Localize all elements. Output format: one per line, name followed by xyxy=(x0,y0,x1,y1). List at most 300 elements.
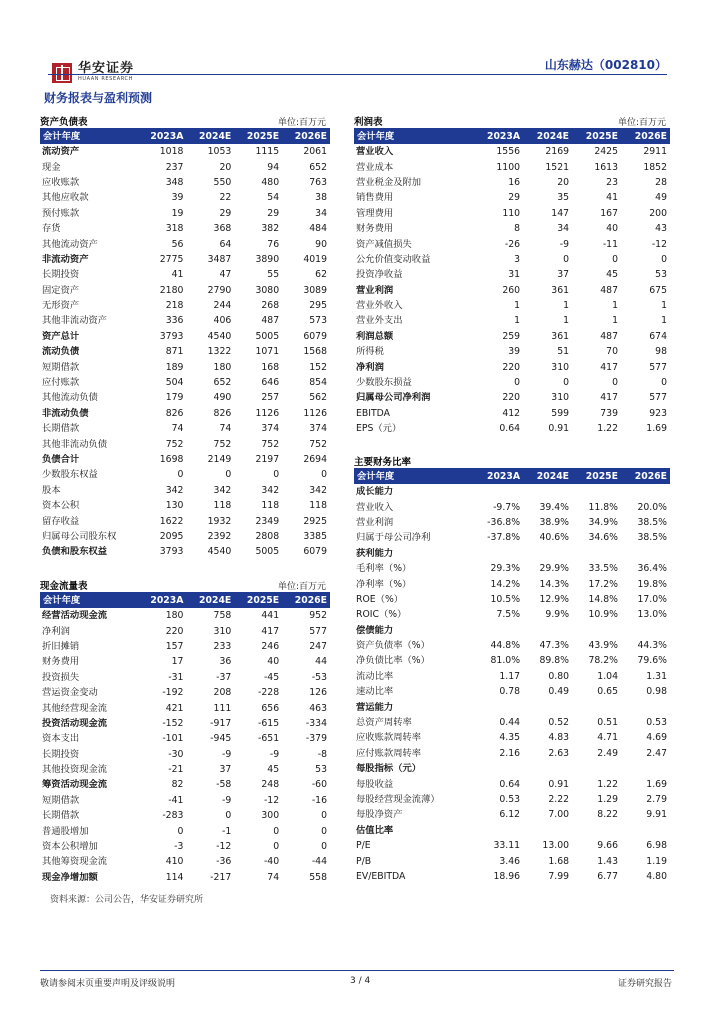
row-label: 每股净资产 xyxy=(356,809,403,821)
cell-value: 0.91 xyxy=(548,778,570,790)
cell-value: -41 xyxy=(168,794,184,806)
row-label: 资本公积 xyxy=(42,500,80,512)
row-label: 留存收益 xyxy=(42,515,80,527)
row-label: 营业外支出 xyxy=(356,315,403,327)
row-label: 财务费用 xyxy=(356,223,394,235)
cell-value: 421 xyxy=(165,702,184,714)
cell-value: 487 xyxy=(600,330,618,342)
table-row xyxy=(354,375,670,390)
cell-value: 752 xyxy=(213,438,232,450)
cell-value: 382 xyxy=(261,223,280,235)
cell-value: 4.69 xyxy=(646,732,667,744)
row-label: 成长能力 xyxy=(356,486,394,498)
cell-value: 82 xyxy=(171,779,184,791)
cell-value: 1.69 xyxy=(646,778,667,790)
cell-value: 43.9% xyxy=(588,640,618,652)
cell-value: 47 xyxy=(219,269,232,281)
table-row xyxy=(40,344,330,359)
table-row xyxy=(354,730,670,745)
balance-sheet-title: 资产负债表 xyxy=(40,117,88,128)
cash-flow-section xyxy=(40,578,330,885)
cell-value: 923 xyxy=(649,407,667,419)
cell-value: -9 xyxy=(222,748,232,760)
cell-value: 130 xyxy=(165,500,184,512)
income-statement-title: 利润表 xyxy=(354,117,383,128)
row-label: 普通股增加 xyxy=(42,825,89,837)
table-row xyxy=(40,375,330,390)
cell-value: 89.8% xyxy=(539,655,570,667)
cell-value: 318 xyxy=(165,223,184,235)
cell-value: 1 xyxy=(612,315,618,327)
cell-value: 19 xyxy=(171,207,184,219)
cell-value: 55 xyxy=(267,269,280,281)
cell-value: -53 xyxy=(311,671,327,683)
section-row xyxy=(354,823,670,838)
cell-value: 1 xyxy=(514,315,521,327)
cell-value: 0 xyxy=(612,377,618,389)
cell-value: 5005 xyxy=(255,546,280,558)
cell-value: 4.83 xyxy=(548,732,570,744)
cell-value: 646 xyxy=(261,377,280,389)
cell-value: 157 xyxy=(165,640,184,652)
cell-value: 826 xyxy=(213,407,232,419)
cell-value xyxy=(572,623,621,638)
cell-value: 62 xyxy=(315,269,327,281)
cell-value xyxy=(572,699,621,714)
cell-value: 64 xyxy=(219,238,232,250)
cell-value: 126 xyxy=(309,687,327,699)
cell-value: 180 xyxy=(213,361,232,373)
cell-value: 342 xyxy=(165,484,184,496)
table-row xyxy=(354,838,670,853)
row-label: P/B xyxy=(356,855,372,867)
cell-value: 13.00 xyxy=(542,840,570,852)
row-label: 营业收入 xyxy=(356,146,394,158)
table-row xyxy=(40,762,330,777)
cell-value: -9 xyxy=(559,238,570,250)
cell-value: 14.8% xyxy=(588,593,618,605)
row-label: 少数股东损益 xyxy=(356,377,412,389)
cell-value: 374 xyxy=(309,423,327,435)
row-label: 估值比率 xyxy=(356,824,394,836)
row-label: 非流动资产 xyxy=(42,253,89,265)
row-label: 应付账款 xyxy=(42,377,80,389)
cell-value: 51 xyxy=(557,346,570,358)
cell-value: 260 xyxy=(502,284,521,296)
cell-value: 6079 xyxy=(303,330,327,342)
row-label: 公允价值变动收益 xyxy=(356,253,431,265)
cell-value: 220 xyxy=(502,392,521,404)
row-label: 营运能力 xyxy=(356,701,394,713)
year-header: 2024E xyxy=(186,129,234,144)
cell-value: 74 xyxy=(171,423,184,435)
row-label: 负债和股东权益 xyxy=(42,546,108,558)
table-row xyxy=(40,639,330,654)
row-label: 长期投资 xyxy=(42,748,80,760)
cell-value: 29.3% xyxy=(490,563,521,575)
table-row xyxy=(40,452,330,467)
cell-value: 0.80 xyxy=(548,670,570,682)
row-label: 其他流动资产 xyxy=(42,238,98,250)
row-label: P/E xyxy=(356,840,371,852)
cell-value: -37.8% xyxy=(487,532,521,544)
row-label: 每股经营现金流薄） xyxy=(356,794,440,805)
cell-value: 550 xyxy=(213,176,232,188)
cell-value: 9.91 xyxy=(646,809,667,821)
cell-value: 11.8% xyxy=(588,501,618,513)
table-row xyxy=(40,329,330,344)
year-header: 2025E xyxy=(572,469,621,484)
table-row xyxy=(354,792,670,807)
cell-value: 758 xyxy=(213,610,232,622)
table-row xyxy=(40,206,330,221)
table-row xyxy=(354,638,670,653)
row-label: 现金 xyxy=(42,161,61,173)
table-row xyxy=(354,190,670,205)
cell-value: 0 xyxy=(177,469,184,481)
row-label: 长期投资 xyxy=(42,269,80,281)
cell-value: 45 xyxy=(267,764,280,776)
cell-value: 0 xyxy=(273,469,280,481)
table-row xyxy=(40,716,330,731)
cell-value: 1.04 xyxy=(597,670,618,682)
cell-value xyxy=(621,823,670,838)
cell-value: 79.6% xyxy=(637,655,667,667)
cell-value: -101 xyxy=(162,733,184,745)
cell-value: 268 xyxy=(261,300,280,312)
cell-value: 752 xyxy=(261,438,280,450)
row-label: 负债合计 xyxy=(42,454,80,465)
cell-value: 45 xyxy=(606,269,618,281)
cell-value: 0.51 xyxy=(597,717,618,729)
year-header: 2023A xyxy=(474,469,523,484)
cell-value: 247 xyxy=(309,640,327,652)
cell-value: 752 xyxy=(309,438,327,450)
cell-value: 417 xyxy=(600,361,618,373)
table-row xyxy=(354,776,670,791)
cell-value: 342 xyxy=(309,484,327,496)
cell-value: 739 xyxy=(600,407,618,419)
cell-value: 38.5% xyxy=(637,532,667,544)
row-label: 固定资产 xyxy=(42,284,80,296)
cell-value: 81.0% xyxy=(490,655,521,667)
cell-value: 0 xyxy=(321,825,327,837)
cell-value: 47.3% xyxy=(539,640,570,652)
year-header: 2024E xyxy=(186,593,234,608)
table-row xyxy=(354,344,670,359)
cell-value: 0 xyxy=(563,377,570,389)
cell-value: 29 xyxy=(508,192,521,204)
cell-value: -40 xyxy=(263,856,280,868)
row-label: 长期借款 xyxy=(42,810,80,822)
cell-value: 2392 xyxy=(207,530,232,542)
year-header: 2024E xyxy=(523,129,572,144)
cell-value: 74 xyxy=(267,871,280,883)
table-row xyxy=(40,854,330,869)
cell-value: -30 xyxy=(168,748,184,760)
table-row xyxy=(354,329,670,344)
cell-value: 361 xyxy=(551,330,570,342)
cell-value: 1.19 xyxy=(646,855,667,867)
table-row xyxy=(40,513,330,528)
year-header: 2023A xyxy=(474,129,523,144)
cell-value: 1698 xyxy=(159,454,184,465)
cell-value: 1 xyxy=(661,315,667,327)
cell-value: 336 xyxy=(165,315,184,327)
table-row xyxy=(354,252,670,267)
cell-value: 12.9% xyxy=(539,593,570,605)
cell-value: 0 xyxy=(177,825,184,837)
cell-value: -36.8% xyxy=(487,516,521,528)
year-header: 2025E xyxy=(572,129,621,144)
cell-value: 54 xyxy=(267,192,280,204)
year-header: 2026E xyxy=(621,129,670,144)
cell-value: 0.52 xyxy=(548,717,570,729)
cell-value: 656 xyxy=(261,702,280,714)
cell-value: -31 xyxy=(168,671,184,683)
cell-value: 189 xyxy=(165,361,184,373)
cell-value: 208 xyxy=(213,687,232,699)
cell-value: 5005 xyxy=(255,330,280,342)
cell-value: 0.64 xyxy=(499,778,521,790)
table-row xyxy=(354,175,670,190)
cell-value: 487 xyxy=(600,284,618,296)
cell-value: 1.22 xyxy=(597,423,618,435)
cell-value: 1932 xyxy=(207,515,232,527)
table-row xyxy=(354,359,670,374)
cell-value: 504 xyxy=(165,377,184,389)
year-header: 2023A xyxy=(139,593,187,608)
cell-value: 34.9% xyxy=(588,516,618,528)
cell-value: -11 xyxy=(602,238,618,250)
cell-value: 2197 xyxy=(255,454,280,465)
cell-value: 37 xyxy=(557,269,570,281)
cell-value: 0 xyxy=(563,253,570,265)
row-label: 每股收益 xyxy=(356,778,394,790)
cell-value: 2425 xyxy=(594,146,618,158)
table-row xyxy=(40,467,330,482)
row-label: 无形资产 xyxy=(42,300,80,312)
row-label: 其他应收款 xyxy=(42,192,89,204)
cell-value: 295 xyxy=(309,300,327,312)
table-header-row xyxy=(40,593,330,608)
row-label: EBITDA xyxy=(356,407,391,419)
row-label: 利润总额 xyxy=(356,330,394,342)
cell-value: 562 xyxy=(309,392,327,404)
cell-value: 40.6% xyxy=(539,532,570,544)
cell-value: 577 xyxy=(649,361,667,373)
table-row xyxy=(40,808,330,823)
cell-value xyxy=(523,484,572,499)
table-row xyxy=(354,159,670,174)
cell-value: 2775 xyxy=(159,253,184,265)
cell-value: 29 xyxy=(219,207,232,219)
row-label: 短期借款 xyxy=(42,794,80,806)
table-row xyxy=(354,592,670,607)
cell-value: 152 xyxy=(309,361,327,373)
row-label: 少数股东权益 xyxy=(42,469,98,481)
cell-value: 763 xyxy=(309,176,327,188)
cell-value: 3.46 xyxy=(499,855,521,867)
cell-value: 2.63 xyxy=(548,747,570,759)
table-row xyxy=(40,685,330,700)
cell-value: 410 xyxy=(165,856,184,868)
cell-value: 0.64 xyxy=(499,423,521,435)
cell-value: 652 xyxy=(309,161,327,173)
row-label: 非流动负债 xyxy=(42,407,89,419)
table-header-row xyxy=(354,469,670,484)
row-label: 流动资产 xyxy=(42,146,80,158)
cell-value: -9.7% xyxy=(493,501,521,513)
cell-value: 33.11 xyxy=(493,840,521,852)
section-row xyxy=(354,699,670,714)
table-row xyxy=(40,700,330,715)
cell-value: 17.2% xyxy=(588,578,618,590)
cell-value: 3487 xyxy=(207,253,232,265)
cell-value: 1100 xyxy=(496,161,521,173)
cell-value: 1568 xyxy=(303,346,327,358)
table-row xyxy=(40,159,330,174)
cell-value: 38 xyxy=(315,192,327,204)
cell-value: 1 xyxy=(563,315,570,327)
cell-value xyxy=(523,699,572,714)
cell-value: 1 xyxy=(661,300,667,312)
cell-value: 0.91 xyxy=(548,423,570,435)
cell-value: 0.53 xyxy=(646,717,667,729)
cell-value: 1126 xyxy=(303,407,327,419)
row-label: 总资产周转率 xyxy=(356,717,412,729)
balance-sheet-unit: 单位:百万元 xyxy=(277,118,326,128)
row-label: 应收账款周转率 xyxy=(356,732,422,744)
table-row xyxy=(40,623,330,638)
cell-value: 6.77 xyxy=(597,870,618,882)
row-label: 速动比率 xyxy=(356,686,394,698)
cell-value: 78.2% xyxy=(588,655,618,667)
row-label: 其他经营现金流 xyxy=(42,702,108,714)
cell-value: 53 xyxy=(655,269,667,281)
cell-value: 480 xyxy=(261,176,280,188)
table-row xyxy=(40,747,330,762)
cell-value: 248 xyxy=(261,779,280,791)
cell-value: 35 xyxy=(557,192,570,204)
table-row xyxy=(40,654,330,669)
table-row xyxy=(40,608,330,623)
huaan-logo-icon xyxy=(52,63,72,83)
cell-value: 368 xyxy=(213,223,232,235)
cell-value: 19.8% xyxy=(637,578,667,590)
year-header: 2025E xyxy=(234,129,282,144)
cell-value: 412 xyxy=(502,407,521,419)
cell-value: 259 xyxy=(502,330,521,342)
cell-value: 22 xyxy=(219,192,232,204)
balance-sheet-section xyxy=(40,114,330,560)
cell-value: 952 xyxy=(309,610,327,622)
header-label: 会计年度 xyxy=(354,469,474,484)
table-row xyxy=(40,483,330,498)
row-label: 获利能力 xyxy=(356,547,394,559)
table-row xyxy=(40,870,330,885)
cell-value xyxy=(474,823,523,838)
table-row xyxy=(354,421,670,436)
income-statement-section xyxy=(354,114,670,436)
cell-value: 4540 xyxy=(207,330,232,342)
table-row xyxy=(354,715,670,730)
cell-value xyxy=(621,623,670,638)
cell-value: 0.53 xyxy=(499,794,521,805)
table-row xyxy=(40,436,330,451)
table-row xyxy=(354,406,670,421)
cell-value: 1018 xyxy=(159,146,184,158)
cell-value: 652 xyxy=(213,377,232,389)
cell-value: 37 xyxy=(219,764,232,776)
row-label: 流动负债 xyxy=(42,346,80,358)
cell-value: 348 xyxy=(165,176,184,188)
cell-value: 13.0% xyxy=(637,609,667,621)
income-statement-unit: 单位:百万元 xyxy=(617,118,666,128)
row-label: ROIC（%） xyxy=(356,609,407,621)
header-label: 会计年度 xyxy=(354,129,474,144)
cell-value: 220 xyxy=(502,361,521,373)
cell-value: 33.5% xyxy=(588,563,618,575)
row-label: 归属母公司净利润 xyxy=(356,392,431,404)
cell-value: 10.9% xyxy=(588,609,618,621)
table-row xyxy=(354,669,670,684)
balance-sheet-table xyxy=(40,129,330,560)
cell-value: 1071 xyxy=(255,346,280,358)
cell-value: -283 xyxy=(162,810,184,822)
cell-value: 0 xyxy=(321,841,327,853)
row-label: 营业外收入 xyxy=(356,300,403,312)
table-row xyxy=(40,190,330,205)
source-note: 资料来源：公司公告，华安证券研究所 xyxy=(50,895,204,905)
cell-value: 0 xyxy=(273,841,280,853)
row-label: 现金净增加额 xyxy=(42,871,98,883)
table-row xyxy=(40,252,330,267)
cell-value: -1 xyxy=(222,825,232,837)
cell-value: 1.68 xyxy=(548,855,570,867)
cell-value: 2349 xyxy=(255,515,280,527)
cell-value: 257 xyxy=(261,392,280,404)
cell-value: 38.9% xyxy=(539,516,570,528)
cell-value: 98 xyxy=(655,346,667,358)
huaan-logo xyxy=(52,62,134,83)
row-label: 筹资活动现金流 xyxy=(42,779,108,791)
table-row xyxy=(40,144,330,159)
cell-value: 17 xyxy=(171,656,184,668)
cell-value: 3089 xyxy=(303,284,327,296)
cell-value xyxy=(523,761,572,776)
cell-value: 9.66 xyxy=(597,840,618,852)
table-row xyxy=(354,221,670,236)
cell-value: 1053 xyxy=(207,146,232,158)
cell-value: 0 xyxy=(225,810,232,822)
row-label: 其他流动负债 xyxy=(42,392,98,404)
cell-value xyxy=(572,761,621,776)
cell-value: 18.96 xyxy=(493,870,521,882)
row-label: EV/EBITDA xyxy=(356,870,406,882)
ratios-title: 主要财务比率 xyxy=(354,457,412,468)
cell-value: 4.71 xyxy=(597,732,618,744)
cell-value: 573 xyxy=(309,315,327,327)
cell-value: 147 xyxy=(551,207,570,219)
cell-value: 417 xyxy=(600,392,618,404)
row-label: 归属于母公司净利 xyxy=(356,532,431,544)
row-label: 营业利润 xyxy=(356,516,394,528)
cell-value: 14.2% xyxy=(490,578,521,590)
cell-value: 1556 xyxy=(496,146,521,158)
cell-value: 2095 xyxy=(159,530,184,542)
cell-value: 218 xyxy=(165,300,184,312)
